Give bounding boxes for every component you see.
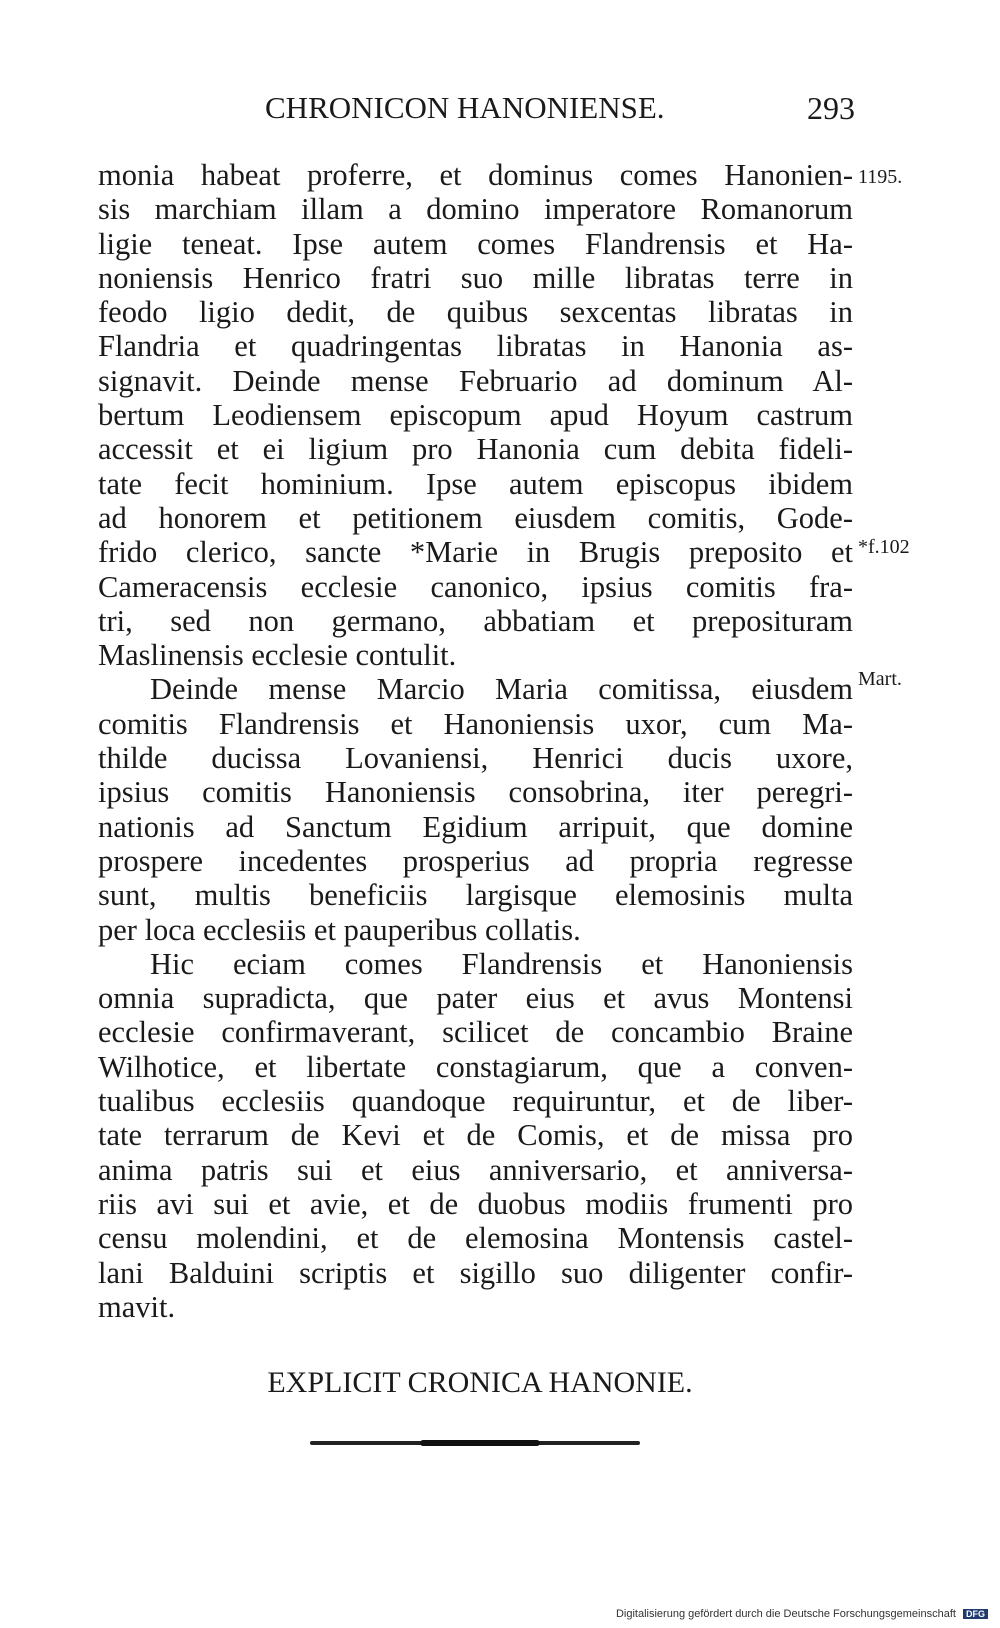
text-line: ipsius comitis Hanoniensis consobrina, iter peregri-	[98, 775, 853, 810]
text-line: feodo ligio dedit, de quibus sexcentas libratas in	[98, 295, 853, 330]
explicit-heading: EXPLICIT CRONICA HANONIE.	[267, 1366, 693, 1399]
page-number: 293	[807, 90, 855, 126]
text-line: omnia supradicta, que pater eius et avus Montensi	[98, 981, 853, 1016]
paragraph-1	[98, 158, 853, 672]
text-line: censu molendini, et de elemosina Montensis castel-	[98, 1221, 853, 1256]
text-line: monia habeat proferre, et dominus comes Hanonien-	[98, 158, 853, 192]
text-line: bertum Leodiensem episcopum apud Hoyum castrum	[98, 398, 853, 433]
digitization-footer	[616, 1608, 988, 1620]
text-line: anima patris sui et eius anniversario, et anniversa-	[98, 1152, 853, 1187]
text-line: ad honorem et petitionem eiusdem comitis, Gode-	[98, 500, 853, 535]
paragraph-2	[98, 672, 853, 946]
body-text	[98, 158, 853, 1324]
text-line: ligie teneat. Ipse autem comes Flandrensis et Ha-	[98, 226, 853, 261]
text-line: sis marchiam illam a domino imperatore Romanorum	[98, 192, 853, 227]
footer-text: Digitalisierung gefördert durch die Deutsche Forschungsgemeinschaft	[615, 1608, 956, 1620]
margin-note-month: Mart.	[858, 668, 902, 690]
text-line: Flandria et quadringentas libratas in Hanonia as-	[98, 329, 853, 364]
text-line: nationis ad Sanctum Egidium arripuit, que domine	[98, 809, 853, 844]
header-title: CHRONICON HANONIENSE.	[265, 90, 665, 125]
text-line: accessit et ei ligium pro Hanonia cum debita fideli-	[98, 432, 853, 467]
text-line: noniensis Henrico fratri suo mille libratas terre in	[98, 260, 853, 295]
margin-note-folio: *f.102	[858, 536, 910, 558]
text-line: Maslinensis ecclesie contulit.	[98, 638, 457, 673]
text-line: thilde ducissa Lovaniensi, Henrici ducis uxore,	[98, 741, 853, 776]
paragraph-3	[98, 947, 853, 1324]
text-line: Hic eciam comes Flandrensis et Hanoniensis	[150, 946, 853, 981]
margin-note-year: 1195.	[858, 166, 903, 188]
text-line: Wilhotice, et libertate constagiarum, que a conven-	[98, 1049, 853, 1084]
text-line: prospere incedentes prosperius ad propria regresse	[98, 843, 853, 878]
text-line: tate fecit hominium. Ipse autem episcopus ibidem	[98, 466, 853, 501]
text-line: tri, sed non germano, abbatiam et preposituram	[98, 603, 853, 638]
text-line: tate terrarum de Kevi et de Comis, et de missa pro	[98, 1118, 853, 1153]
text-line: per loca ecclesiis et pauperibus collatis.	[98, 912, 581, 947]
dfg-logo: DFG	[963, 1609, 988, 1619]
text-line: signavit. Deinde mense Februario ad dominum Al-	[98, 363, 853, 398]
text-line: comitis Flandrensis et Hanoniensis uxor, cum Ma-	[98, 706, 853, 741]
end-rule-center	[420, 1440, 540, 1446]
text-line: Deinde mense Marcio Maria comitissa, eiusdem	[150, 672, 853, 707]
text-line: lani Balduini scriptis et sigillo suo diligenter confir-	[98, 1255, 853, 1290]
text-line: riis avi sui et avie, et de duobus modiis frumenti pro	[98, 1186, 853, 1221]
text-line: tualibus ecclesiis quandoque requiruntur, et de liber-	[98, 1084, 853, 1119]
text-line: mavit.	[98, 1289, 176, 1324]
text-line: Cameracensis ecclesie canonico, ipsius comitis fra-	[98, 569, 853, 604]
text-line: ecclesie confirmaverant, scilicet de concambio Braine	[98, 1015, 853, 1050]
running-header	[100, 90, 855, 132]
text-line: frido clerico, sancte *Marie in Brugis preposito et	[98, 535, 853, 570]
text-line: sunt, multis beneficiis largisque elemosinis multa	[98, 878, 853, 913]
